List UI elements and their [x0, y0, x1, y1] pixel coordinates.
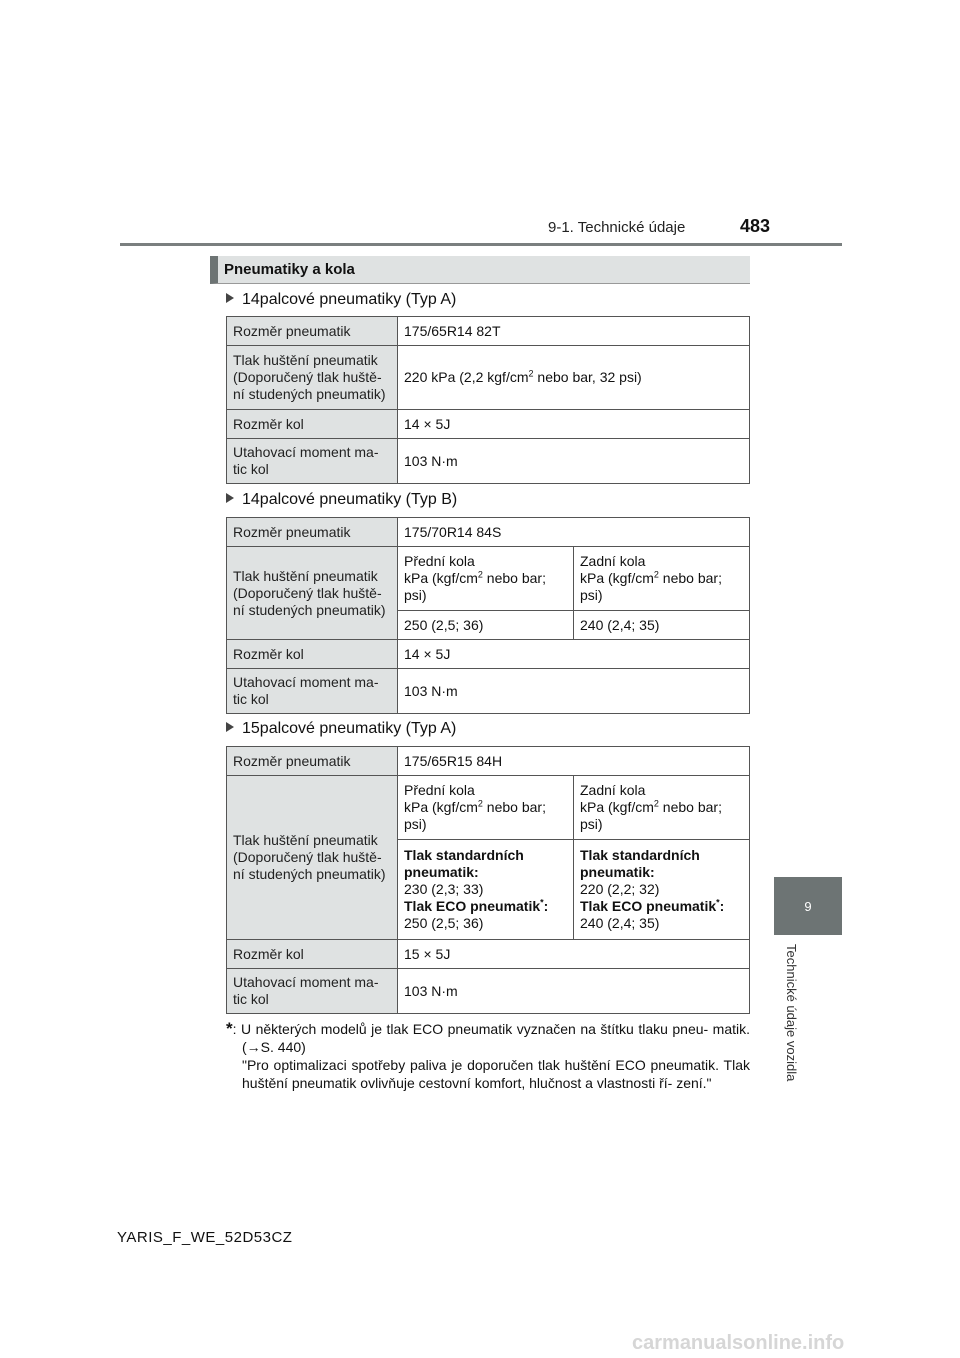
label-wheel-size: Rozměr kol: [227, 410, 398, 439]
rear-pressure-value: 240 (2,4; 35): [574, 611, 750, 640]
front-wheels-header: Přední kola kPa ($kgf/cm^2$ nebo bar; psi): [398, 547, 574, 611]
value-torque: 103 N·m: [398, 969, 750, 1014]
subheading-14-type-a: 14palcové pneumatiky (Typ A): [226, 291, 456, 309]
triangle-bullet-icon: [226, 293, 234, 303]
label-tire-size: Rozměr pneumatik: [227, 518, 398, 547]
label-torque: Utahovací moment ma- tic kol: [227, 669, 398, 714]
value-torque: 103 N·m: [398, 439, 750, 484]
label-pressure: Tlak huštění pneumatik (Doporučený tlak huště- ní studených pneumatik): [227, 346, 398, 410]
front-pressure-value: 250 (2,5; 36): [398, 611, 574, 640]
label-wheel-size: Rozměr kol: [227, 640, 398, 669]
label-wheel-size: Rozměr kol: [227, 940, 398, 969]
page-number: 483: [740, 216, 771, 236]
spec-table-15-type-a: [226, 746, 750, 1014]
triangle-bullet-icon: [226, 722, 234, 732]
rear-wheels-header: Zadní kola kPa ($kgf/cm^2$ nebo bar; psi): [574, 776, 750, 840]
label-tire-size: Rozměr pneumatik: [227, 747, 398, 776]
value-pressure: 220 kPa (2,2 kgf/$cm^2$ nebo bar, 32 psi): [398, 346, 750, 410]
value-tire-size: 175/65R14 82T: [398, 317, 750, 346]
header-divider: [120, 243, 842, 246]
rear-wheels-header: Zadní kola kPa ($kgf/cm^2$ nebo bar; psi): [574, 547, 750, 611]
value-tire-size: 175/65R15 84H: [398, 747, 750, 776]
label-tire-size: Rozměr pneumatik: [227, 317, 398, 346]
section-title: Pneumatiky a kola: [210, 256, 750, 284]
value-tire-size: 175/70R14 84S: [398, 518, 750, 547]
chapter-tab: 9: [774, 877, 842, 935]
triangle-bullet-icon: [226, 493, 234, 503]
front-wheels-header: Přední kola kPa ($kgf/cm^2$ nebo bar; psi): [398, 776, 574, 840]
chapter-title-vertical: Technické údaje vozidla: [784, 944, 799, 1082]
value-wheel-size: 14 × 5J: [398, 410, 750, 439]
footnote: *: U některých modelů je tlak ECO pneumatik vyznačen na štítku tlaku pneu- matik. (→S. 440) "Pro optimalizaci spotřeby paliva je doporučen tlak huštění ECO pneumatik. Tlak huštění pneumatik ovlivňuje cestovní komfort, hlučnost a vlastnosti ří- zení.": [226, 1019, 750, 1091]
subheading-15-type-a: 15palcové pneumatiky (Typ A): [226, 720, 456, 738]
label-torque: Utahovací moment ma- tic kol: [227, 439, 398, 484]
label-pressure: Tlak huštění pneumatik (Doporučený tlak huště- ní studených pneumatik): [227, 776, 398, 940]
spec-table-14-type-b: [226, 517, 750, 714]
label-pressure: Tlak huštění pneumatik (Doporučený tlak huště- ní studených pneumatik): [227, 547, 398, 640]
watermark: carmanualsonline.info: [632, 1332, 845, 1354]
subheading-14-type-b: 14palcové pneumatiky (Typ B): [226, 491, 457, 509]
value-torque: 103 N·m: [398, 669, 750, 714]
front-pressure-values: Tlak standardních pneumatik: 230 (2,3; 33) Tlak ECO pneumatik*: 250 (2,5; 36): [398, 840, 574, 940]
rear-pressure-values: Tlak standardních pneumatik: 220 (2,2; 32) Tlak ECO pneumatik*: 240 (2,4; 35): [574, 840, 750, 940]
value-wheel-size: 14 × 5J: [398, 640, 750, 669]
label-torque: Utahovací moment ma- tic kol: [227, 969, 398, 1014]
section-header: 9-1. Technické údaje: [548, 219, 686, 236]
spec-table-14-type-a: [226, 316, 750, 484]
document-code: YARIS_F_WE_52D53CZ: [117, 1229, 293, 1246]
value-wheel-size: 15 × 5J: [398, 940, 750, 969]
